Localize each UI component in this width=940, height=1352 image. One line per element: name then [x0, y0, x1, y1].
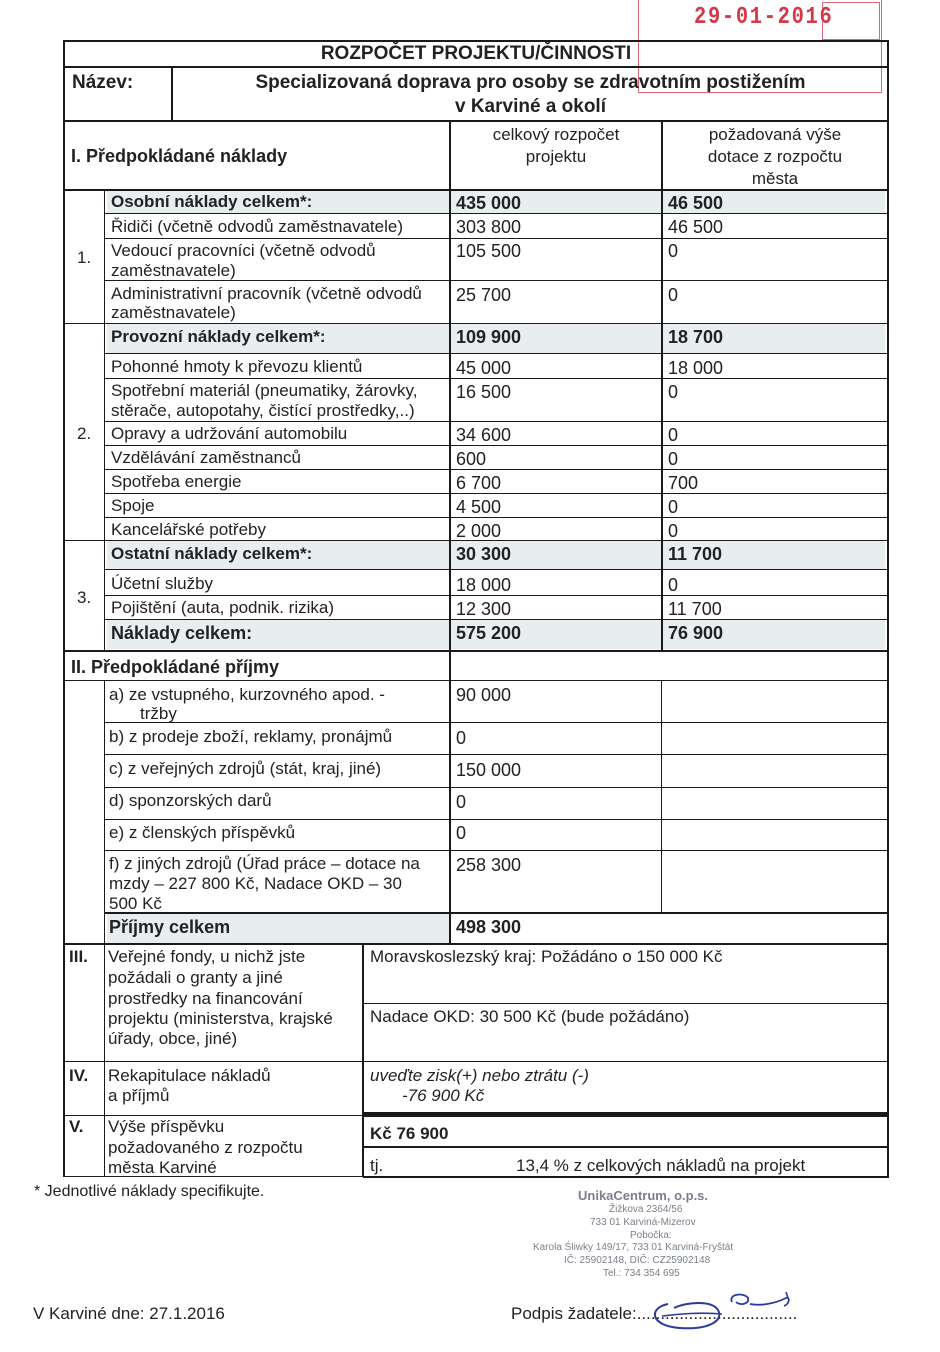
rule-group: [63, 323, 889, 324]
rule-section: [63, 943, 889, 945]
cost-item-label: Opravy a udržování automobilu: [111, 424, 348, 443]
section-number: IV.: [69, 1066, 89, 1085]
rule-section: [63, 650, 889, 652]
cost-item-label: Pojištění (auta, podnik. rizika): [111, 598, 334, 617]
income-item-label: a) ze vstupného, kurzovného apod. -: [109, 685, 385, 704]
col-request-header: dotace z rozpočtu: [707, 147, 843, 166]
section3-label: prostředky na financování: [108, 989, 303, 1008]
income-item-label-cont: 500 Kč: [109, 894, 162, 913]
rule-income-header: [63, 680, 889, 681]
company-stamp-line: Karola Śliwky 149/17, 733 01 Karviná-Fryštát: [533, 1242, 734, 1253]
col-divider-num: [104, 680, 105, 944]
project-name-line1: Specializovaná doprava pro osoby se zdravotním postižením: [255, 72, 806, 93]
section4-label: a příjmů: [108, 1086, 170, 1105]
table-border-bottom: [363, 1176, 889, 1178]
signature: [640, 1286, 810, 1342]
subtotal-request: 18 700: [668, 327, 724, 347]
rule-section: [63, 1115, 365, 1116]
subtotal-total: 109 900: [456, 327, 522, 347]
cost-item-request: 0: [668, 285, 679, 305]
section5-label: požadovaného z rozpočtu: [108, 1138, 303, 1157]
rule-row: [105, 595, 887, 596]
income-item-label: f) z jiných zdrojů (Úřad práce – dotace na: [109, 854, 420, 873]
col-divider-num: [104, 189, 105, 650]
tj-label: tj.: [370, 1156, 384, 1175]
section4-value: -76 900 Kč: [402, 1086, 485, 1105]
col-total-header: projektu: [525, 147, 587, 166]
cost-item-label: Spotřeba energie: [111, 472, 242, 491]
rule-row: [105, 421, 887, 422]
table-border-left: [63, 40, 65, 1177]
rule-row: [105, 754, 887, 755]
company-stamp-line: Tel.: 734 354 695: [603, 1268, 680, 1279]
subtotal-total: 435 000: [456, 193, 522, 213]
income-total-label: Příjmy celkem: [109, 917, 231, 937]
income-item-label-cont: tržby: [140, 704, 177, 723]
cost-item-request: 0: [668, 382, 679, 402]
cost-item-request: 0: [668, 497, 679, 517]
cost-item-request: 46 500: [668, 217, 724, 237]
subtotal-label: Ostatní náklady celkem*:: [111, 544, 313, 563]
fund-entry: Nadace OKD: 30 500 Kč (bude požádáno): [370, 1007, 690, 1026]
section5-label: města Karviné: [108, 1158, 217, 1177]
cost-item-total: 303 800: [456, 217, 522, 237]
income-item-label-cont: mzdy – 227 800 Kč, Nadace OKD – 30: [109, 874, 402, 893]
cost-item-total: 25 700: [456, 285, 512, 305]
subtotal-label: Provozní náklady celkem*:: [111, 327, 326, 346]
col-divider-num: [104, 943, 105, 1177]
cost-item-request: 0: [668, 449, 679, 469]
cost-item-request: 0: [668, 425, 679, 445]
income-item-label: b) z prodeje zboží, reklamy, pronájmů: [109, 727, 393, 746]
section-number: III.: [69, 947, 88, 966]
cost-item-label: Vedoucí pracovníci (včetně odvodů: [111, 241, 376, 260]
rule-row: [105, 238, 887, 239]
group-number: 2.: [77, 424, 92, 443]
subtotal-total: 30 300: [456, 544, 512, 564]
section5-label: Výše příspěvku: [108, 1117, 225, 1136]
company-stamp-line: 733 01 Karviná-Mizerov: [590, 1217, 696, 1228]
cost-item-total: 34 600: [456, 425, 512, 445]
cost-item-total: 105 500: [456, 241, 522, 261]
cost-item-total: 18 000: [456, 575, 512, 595]
cost-item-label: Spotřební materiál (pneumatiky, žárovky,: [111, 381, 418, 400]
cost-item-request: 0: [668, 575, 679, 595]
table-border-top: [63, 40, 889, 42]
section4-label: Rekapitulace nákladů: [108, 1066, 271, 1085]
rule-title: [63, 66, 889, 68]
income-item-value: 0: [456, 823, 467, 843]
group-number: 1.: [77, 248, 92, 267]
name-label: Název:: [72, 72, 134, 93]
rule-row: [105, 619, 887, 620]
requested-amount: Kč 76 900: [370, 1124, 449, 1143]
section3-label: projektu (ministerstva, krajské: [108, 1009, 333, 1028]
cost-item-label-cont: zaměstnavatele): [111, 261, 236, 280]
rule-row: [105, 850, 887, 851]
rule-row: [105, 722, 887, 723]
cost-item-total: 12 300: [456, 599, 512, 619]
rule-row: [105, 213, 887, 214]
col-request-header: požadovaná výše: [708, 125, 842, 144]
rule-name: [63, 120, 889, 122]
rule-row: [105, 569, 887, 570]
rule-row: [105, 493, 887, 494]
cost-item-request: 18 000: [668, 358, 724, 378]
cost-item-request: 700: [668, 473, 699, 493]
section3-label: požádali o granty a jiné: [108, 968, 283, 987]
col-request-header: města: [751, 169, 799, 188]
cost-item-total: 6 700: [456, 473, 502, 493]
subtotal-request: 46 500: [668, 193, 724, 213]
percent-of-costs: 13,4 % z celkových nákladů na projekt: [516, 1156, 806, 1175]
cost-item-label: Kancelářské potřeby: [111, 520, 266, 539]
cost-item-label: Spoje: [111, 496, 155, 515]
col-divider-name: [171, 66, 173, 121]
cost-item-request: 0: [668, 241, 679, 261]
page-title: ROZPOČET PROJEKTU/ČINNOSTI: [320, 43, 632, 64]
table-border-right: [887, 40, 889, 1178]
col-divider-request: [661, 120, 663, 651]
income-item-value: 0: [456, 728, 467, 748]
cost-item-label-cont: zaměstnavatele): [111, 303, 236, 322]
project-name-line2: v Karviné a okolí: [454, 96, 606, 117]
footnote: * Jednotlivé náklady specifikujte.: [34, 1183, 265, 1200]
col-divider-total: [449, 120, 451, 944]
costs-total-value: 575 200: [456, 623, 522, 643]
received-stamp-date: 29-01-2016: [694, 4, 834, 31]
section-number: V.: [69, 1117, 84, 1136]
rule-row: [105, 819, 887, 820]
costs-total-request: 76 900: [668, 623, 724, 643]
cost-item-total: 45 000: [456, 358, 512, 378]
income-item-value: 90 000: [456, 685, 512, 705]
col-divider-sections: [362, 943, 364, 1177]
section4-hint: uveďte zisk(+) nebo ztrátu (-): [370, 1066, 589, 1085]
income-item-value: 258 300: [456, 855, 522, 875]
signature-label: Podpis žadatele:..................................: [511, 1304, 798, 1323]
cost-item-label: Vzdělávání zaměstnanců: [111, 448, 301, 467]
rule-section-thick: [363, 1112, 889, 1117]
rule-amount: [363, 1146, 889, 1148]
rule-section: [63, 1061, 889, 1062]
rule-row: [105, 469, 887, 470]
cost-item-request: 0: [668, 521, 679, 541]
col-total-header: celkový rozpočet: [492, 125, 620, 144]
rule-row: [105, 517, 887, 518]
income-total-value: 498 300: [456, 917, 522, 937]
company-stamp-line: IČ: 25902148, DIČ: CZ25902148: [564, 1255, 711, 1266]
group-number: 3.: [77, 588, 92, 607]
cost-item-label: Pohonné hmoty k převozu klientů: [111, 357, 363, 376]
cost-item-label-cont: stěrače, autopotahy, čistící prostředky,..): [111, 401, 415, 420]
cost-item-total: 600: [456, 449, 487, 469]
cost-item-total: 4 500: [456, 497, 502, 517]
income-item-value: 0: [456, 792, 467, 812]
cost-item-label: Řidiči (včetně odvodů zaměstnavatele): [111, 217, 403, 236]
income-item-value: 150 000: [456, 760, 522, 780]
costs-total-label: Náklady celkem:: [111, 623, 253, 643]
cost-item-request: 11 700: [668, 599, 722, 619]
subtotal-label: Osobní náklady celkem*:: [111, 192, 313, 211]
rule-row: [105, 378, 887, 379]
income-section-title: II. Předpokládané příjmy: [71, 657, 280, 677]
rule-row: [105, 787, 887, 788]
costs-section-title: I. Předpokládané náklady: [71, 146, 288, 166]
cost-item-label: Účetní služby: [111, 574, 214, 593]
cost-item-total: 16 500: [456, 382, 512, 402]
section3-label: úřady, obce, jiné): [108, 1029, 238, 1048]
fund-entry: Moravskoslezský kraj: Požádáno o 150 000 Kč: [370, 947, 723, 966]
company-stamp-line: Pobočka:: [630, 1230, 672, 1241]
income-item-label: d) sponzorských darů: [109, 791, 272, 810]
rule-row: [105, 912, 887, 914]
rule-row: [105, 353, 887, 354]
rule-row: [105, 445, 887, 446]
section3-label: Veřejné fondy, u nichž jste: [108, 947, 306, 966]
place-and-date: V Karviné dne: 27.1.2016: [33, 1304, 225, 1323]
income-item-label: e) z členských příspěvků: [109, 823, 296, 842]
rule-fund-entry: [363, 1003, 887, 1004]
col-divider-request: [661, 680, 662, 913]
cost-item-total: 2 000: [456, 521, 502, 541]
subtotal-request: 11 700: [668, 544, 723, 564]
income-item-label: c) z veřejných zdrojů (stát, kraj, jiné): [109, 759, 382, 778]
cost-item-label: Administrativní pracovník (včetně odvodů: [111, 284, 422, 303]
rule-costs-header: [63, 189, 889, 191]
company-stamp-name: UnikaCentrum, o.p.s.: [578, 1188, 709, 1203]
company-stamp-line: Žižkova 2364/56: [609, 1204, 683, 1215]
